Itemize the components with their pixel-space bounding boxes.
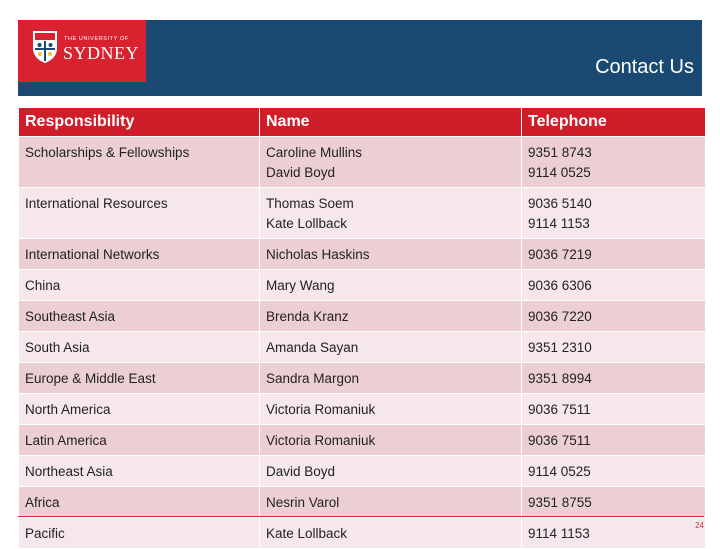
contact-name: Nesrin Varol — [266, 495, 340, 510]
contact-phone: 9351 8755 — [528, 495, 592, 510]
cell-responsibility: Africa — [19, 487, 260, 518]
cell-telephone — [522, 239, 706, 270]
table-row — [19, 137, 706, 188]
cell-responsibility: International Resources — [19, 188, 260, 239]
contact-name: Victoria Romaniuk — [266, 433, 376, 448]
contact-phone: 9036 6306 — [528, 278, 592, 293]
contact-name: Mary Wang — [266, 278, 335, 293]
cell-telephone — [522, 456, 706, 487]
cell-telephone — [522, 518, 706, 549]
cell-responsibility: China — [19, 270, 260, 301]
table-body — [19, 137, 706, 549]
contact-name: Kate Lollback — [266, 216, 348, 231]
cell-responsibility: International Networks — [19, 239, 260, 270]
contact-phone: 9036 7219 — [528, 247, 592, 262]
contact-name: Thomas Soem — [266, 196, 354, 211]
contact-name: David Boyd — [266, 165, 336, 180]
cell-responsibility: Pacific — [19, 518, 260, 549]
table-row — [19, 188, 706, 239]
contact-phone: 9114 0525 — [528, 464, 591, 479]
table-row — [19, 518, 706, 549]
table-row — [19, 394, 706, 425]
contact-name: Victoria Romaniuk — [266, 402, 376, 417]
table-row — [19, 425, 706, 456]
cell-name — [260, 363, 522, 394]
table-row — [19, 270, 706, 301]
cell-name — [260, 270, 522, 301]
cell-telephone — [522, 270, 706, 301]
table-row — [19, 363, 706, 394]
logo-wordmark: SYDNEY — [63, 43, 140, 63]
contact-name: David Boyd — [266, 464, 336, 479]
cell-name — [260, 239, 522, 270]
cell-responsibility: North America — [19, 394, 260, 425]
cell-responsibility: Northeast Asia — [19, 456, 260, 487]
table-row — [19, 487, 706, 518]
cell-name — [260, 188, 522, 239]
cell-name — [260, 332, 522, 363]
cell-responsibility: Southeast Asia — [19, 301, 260, 332]
cell-name — [260, 487, 522, 518]
contact-phone: 9036 7511 — [528, 402, 591, 417]
cell-responsibility: Europe & Middle East — [19, 363, 260, 394]
table-row — [19, 301, 706, 332]
cell-name — [260, 301, 522, 332]
column-header-responsibility: Responsibility — [19, 108, 260, 137]
contact-phone: 9351 2310 — [528, 340, 592, 355]
cell-responsibility: South Asia — [19, 332, 260, 363]
contact-phone: 9351 8743 — [528, 145, 592, 160]
cell-telephone — [522, 425, 706, 456]
cell-telephone — [522, 137, 706, 188]
contact-name: Kate Lollback — [266, 526, 348, 541]
cell-name — [260, 518, 522, 549]
cell-telephone — [522, 332, 706, 363]
contact-phone: 9114 0525 — [528, 165, 591, 180]
cell-name — [260, 394, 522, 425]
cell-telephone — [522, 363, 706, 394]
contact-phone: 9036 5140 — [528, 196, 592, 211]
cell-responsibility: Latin America — [19, 425, 260, 456]
cell-responsibility: Scholarships & Fellowships — [19, 137, 260, 188]
contact-name: Caroline Mullins — [266, 145, 363, 160]
logo-small-text: THE UNIVERSITY OF — [64, 36, 129, 42]
footer-divider — [18, 516, 704, 517]
page-title: Contact Us — [595, 56, 694, 78]
contact-phone: 9036 7220 — [528, 309, 592, 324]
contact-phone: 9114 1153 — [528, 216, 590, 231]
cell-telephone — [522, 188, 706, 239]
table-row — [19, 456, 706, 487]
table-header-row — [19, 108, 706, 137]
contact-name: Sandra Margon — [266, 371, 360, 386]
university-logo — [18, 20, 146, 82]
page-number: 24 — [695, 521, 704, 530]
cell-telephone — [522, 487, 706, 518]
table-row — [19, 239, 706, 270]
crest-icon — [32, 30, 58, 64]
table-row — [19, 332, 706, 363]
header-banner — [18, 20, 702, 96]
contact-phone: 9351 8994 — [528, 371, 592, 386]
column-header-telephone: Telephone — [522, 108, 706, 137]
cell-telephone — [522, 301, 706, 332]
cell-name — [260, 425, 522, 456]
contact-phone: 9036 7511 — [528, 433, 591, 448]
cell-name — [260, 137, 522, 188]
contact-name: Amanda Sayan — [266, 340, 359, 355]
cell-name — [260, 456, 522, 487]
contact-phone: 9114 1153 — [528, 526, 590, 541]
column-header-name: Name — [260, 108, 522, 137]
contact-name: Nicholas Haskins — [266, 247, 370, 262]
cell-telephone — [522, 394, 706, 425]
contact-name: Brenda Kranz — [266, 309, 349, 324]
contacts-table — [18, 107, 706, 549]
